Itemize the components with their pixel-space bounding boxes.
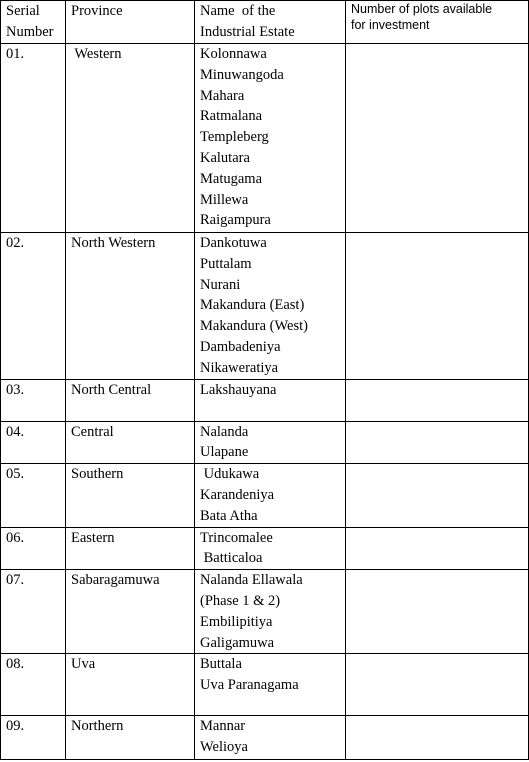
header-plots-line-1: Number of plots available	[351, 2, 493, 16]
province-cell: Northern	[66, 716, 195, 760]
estate-name: Udukawa	[200, 466, 260, 483]
estate-name: Makandura (West)	[200, 318, 308, 335]
estate-name: Raigampura	[200, 212, 271, 229]
header-province-label: Province	[71, 3, 123, 19]
province-cell: Western	[66, 44, 195, 233]
estate-name: Karandeniya	[200, 486, 275, 503]
province-cell: Southern	[66, 464, 195, 527]
estate-name: Puttalam	[200, 255, 252, 272]
serial-number-cell: 04.	[1, 421, 66, 464]
header-estate-name	[195, 1, 346, 44]
serial-number-cell: 02.	[1, 233, 66, 380]
province-cell: Eastern	[66, 527, 195, 570]
header-plots-available	[346, 1, 529, 44]
table-row	[1, 44, 529, 233]
header-serial-line-2: Number	[6, 23, 54, 40]
estate-name: Buttala	[200, 656, 242, 673]
plots-available-cell	[346, 570, 529, 654]
serial-number-cell: 01.	[1, 44, 66, 233]
estate-name: Templeberg	[200, 129, 269, 146]
serial-number-cell: 03.	[1, 379, 66, 421]
estate-name: Matugama	[200, 170, 263, 187]
estate-name: Mahara	[200, 87, 245, 104]
estate-name: (Phase 1 & 2)	[200, 592, 281, 609]
estate-name: Bata Atha	[200, 507, 258, 524]
table-row	[1, 570, 529, 654]
estate-name: Ulapane	[200, 444, 249, 461]
header-serial-number	[1, 1, 66, 44]
table-row	[1, 716, 529, 760]
table-row	[1, 233, 529, 380]
table-row	[1, 379, 529, 421]
header-serial-line-1: Serial	[6, 3, 40, 19]
province-cell: Central	[66, 421, 195, 464]
header-row	[1, 1, 529, 44]
table-body	[1, 44, 529, 760]
estate-name: Galigamuwa	[200, 634, 275, 651]
serial-number-cell: 09.	[1, 716, 66, 760]
table-row	[1, 464, 529, 527]
table-row	[1, 421, 529, 464]
estate-name: Nalanda Ellawala	[200, 572, 303, 589]
estate-name: Ratmalana	[200, 108, 263, 125]
estate-names-cell	[195, 654, 346, 716]
estate-names-cell	[195, 716, 346, 760]
plots-available-cell	[346, 379, 529, 421]
header-province	[66, 1, 195, 44]
estate-name: Lakshauyana	[200, 381, 277, 398]
estate-name: Kalutara	[200, 149, 250, 166]
plots-available-cell	[346, 464, 529, 527]
estate-name: Nikaweratiya	[200, 359, 279, 376]
estate-names-cell	[195, 44, 346, 233]
estate-names-cell	[195, 464, 346, 527]
plots-available-cell	[346, 44, 529, 233]
estate-names-cell	[195, 379, 346, 421]
estate-names-cell	[195, 527, 346, 570]
table-row	[1, 527, 529, 570]
serial-number-cell: 07.	[1, 570, 66, 654]
plots-available-cell	[346, 527, 529, 570]
estate-name: Nurani	[200, 276, 241, 293]
estate-name: Nalanda	[200, 423, 249, 440]
table-row	[1, 654, 529, 716]
header-plots-line-2: for investment	[351, 18, 430, 32]
estate-name: Dankotuwa	[200, 235, 267, 251]
estate-name: Batticaloa	[200, 550, 263, 567]
estate-name: Minuwangoda	[200, 66, 284, 83]
header-estate-line-1: Name of the	[200, 3, 276, 19]
estate-name: Trincomalee	[200, 529, 273, 546]
estate-name: Mannar	[200, 718, 246, 735]
estate-name: Uva Paranagama	[200, 677, 299, 694]
province-cell: Sabaragamuwa	[66, 570, 195, 654]
estate-names-cell	[195, 233, 346, 380]
estate-name: Embilipitiya	[200, 613, 273, 630]
serial-number-cell: 06.	[1, 527, 66, 570]
estate-names-cell	[195, 570, 346, 654]
estate-name: Dambadeniya	[200, 338, 281, 355]
header-estate-line-2: Industrial Estate	[200, 23, 295, 40]
estate-name: Millewa	[200, 191, 249, 208]
plots-available-cell	[346, 716, 529, 760]
plots-available-cell	[346, 654, 529, 716]
serial-number-cell: 05.	[1, 464, 66, 527]
estate-name: Kolonnawa	[200, 46, 267, 62]
province-cell: North Western	[66, 233, 195, 380]
estate-names-cell	[195, 421, 346, 464]
serial-number-cell: 08.	[1, 654, 66, 716]
province-cell: Uva	[66, 654, 195, 716]
plots-available-cell	[346, 421, 529, 464]
estate-name: Makandura (East)	[200, 297, 305, 314]
plots-available-cell	[346, 233, 529, 380]
estate-name: Welioya	[200, 739, 248, 756]
province-cell: North Central	[66, 379, 195, 421]
